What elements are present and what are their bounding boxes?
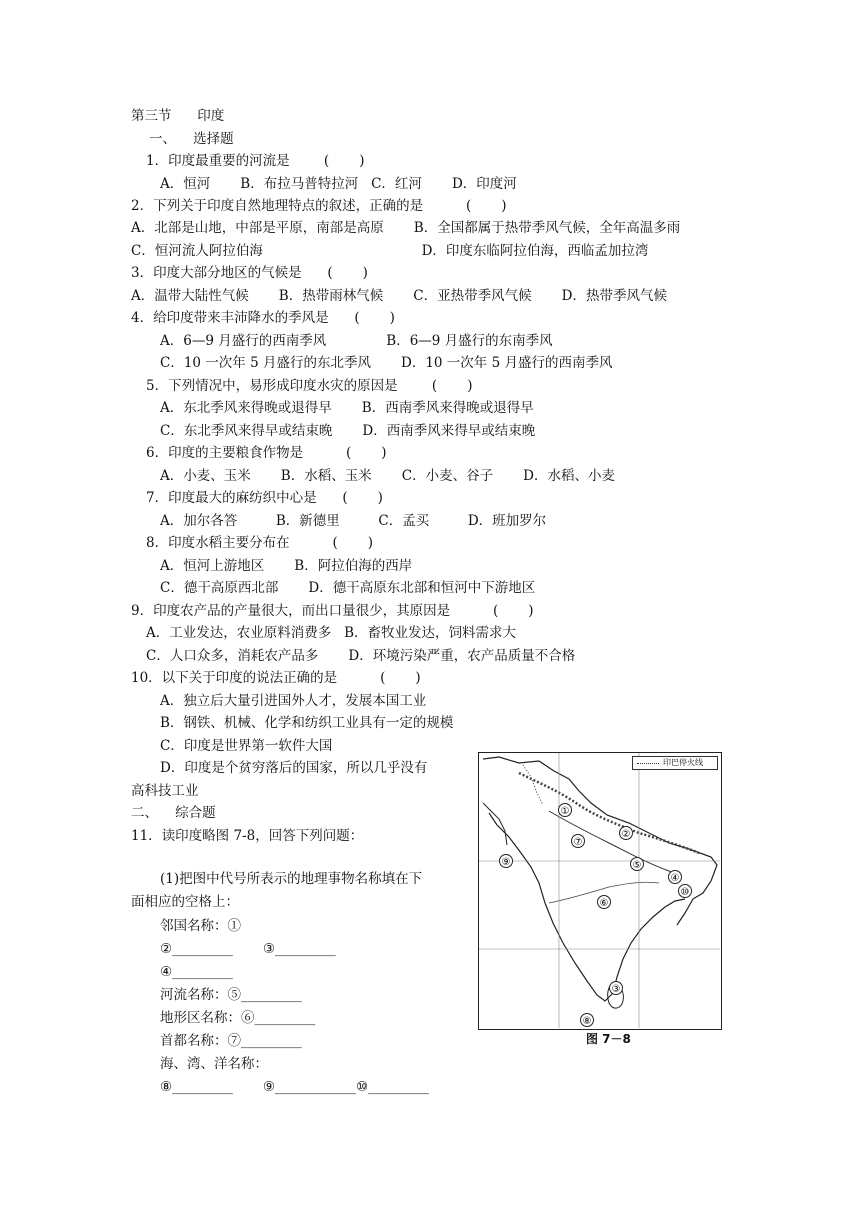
text-line: A．加尔各答 B．新德里 C．孟买 D．班加罗尔	[160, 513, 547, 529]
text-line: 6．印度的主要粮食作物是 ( )	[146, 445, 387, 461]
text-line: C．东北季风来得早或结束晚 D．西南季风来得早或结束晚	[160, 423, 536, 439]
svg-text:⑨: ⑨	[501, 857, 511, 868]
text-line: 二、 综合题	[131, 805, 216, 821]
svg-text:⑩: ⑩	[680, 887, 690, 898]
text-line: 2．下列关于印度自然地理特点的叙述，正确的是 ( )	[131, 198, 507, 214]
text-line: A．小麦、玉米 B．水稻、玉米 C．小麦、谷子 D．水稻、小麦	[160, 468, 615, 484]
himalaya-mountains	[519, 773, 699, 853]
text-line: D．印度是个贫穷落后的国家，所以几乎没有	[160, 760, 428, 776]
text-line: 邻国名称：①	[160, 918, 241, 934]
svg-text:⑧: ⑧	[582, 1016, 592, 1027]
india-coastline	[489, 813, 685, 1001]
svg-text:①: ①	[560, 806, 570, 817]
legend-label: 印巴停火线	[663, 758, 703, 767]
text-line: 一、 选择题	[149, 131, 234, 147]
text-line: A．恒河 B．布拉马普特拉河 C．红河 D．印度河	[160, 176, 517, 192]
map-legend	[632, 756, 718, 770]
text-line: 10．以下关于印度的说法正确的是 ( )	[131, 670, 421, 686]
text-line: A．恒河上游地区 B．阿拉伯海的西岸	[160, 558, 413, 574]
text-line: (1)把图中代号所表示的地理事物名称填在下	[160, 871, 423, 887]
text-line: C．印度是世界第一软件大国	[160, 738, 333, 754]
text-line: 高科技工业	[131, 783, 199, 799]
western-border	[483, 803, 507, 845]
figure-caption: 图 7－8	[586, 1032, 631, 1046]
text-line: 河流名称：⑤_________	[160, 987, 302, 1003]
text-line: 地形区名称：⑥_________	[160, 1010, 316, 1026]
map-marker-8	[581, 1014, 594, 1028]
svg-text:④: ④	[670, 873, 680, 884]
text-line: ④_________	[160, 964, 233, 980]
text-line: 11．读印度略图 7-8，回答下列问题：	[131, 828, 364, 844]
map-marker-4	[669, 871, 682, 885]
map-marker-6	[598, 896, 611, 910]
map-marker-2	[620, 827, 633, 841]
text-line: 首都名称：⑦_________	[160, 1033, 302, 1049]
map-marker-9	[500, 855, 513, 869]
text-line: C．恒河流人阿拉伯海 D．印度东临阿拉伯海，西临孟加拉湾	[131, 243, 649, 259]
text-line: A．6—9 月盛行的西南季风 B．6—9 月盛行的东南季风	[160, 333, 553, 349]
svg-text:⑥: ⑥	[599, 898, 609, 909]
map-marker-1	[559, 804, 572, 818]
text-line: A．东北季风来得晚或退得早 B．西南季风来得晚或退得早	[160, 400, 534, 416]
text-line: 8．印度水稻主要分布在 ( )	[146, 535, 374, 551]
svg-text:③: ③	[611, 984, 621, 995]
text-line: C．10 一次年 5 月盛行的东北季风 D．10 一次年 5 月盛行的西南季风	[160, 355, 613, 371]
svg-text:⑤: ⑤	[632, 860, 642, 871]
text-line: C．德干高原西北部 D．德干高原东北部和恒河中下游地区	[160, 580, 536, 596]
text-line: A．工业发达，农业原料消费多 B．畜牧业发达，饲料需求大	[146, 625, 517, 641]
map-marker-7	[572, 835, 585, 849]
map-marker-5	[631, 858, 644, 872]
text-line: C．人口众多，消耗农产品多 D．环境污染严重，农产品质量不合格	[146, 648, 576, 664]
text-line: A．独立后大量引进国外人才，发展本国工业	[160, 693, 427, 709]
text-line: 4．给印度带来丰沛降水的季风是 ( )	[131, 310, 395, 326]
india-map	[479, 753, 720, 1028]
ceasefire-line	[523, 765, 543, 805]
text-line: B．钢铁、机械、化学和纺织工业具有一定的规模	[160, 715, 454, 731]
text-line: 海、湾、洋名称：	[160, 1056, 268, 1072]
svg-text:⑦: ⑦	[573, 837, 583, 848]
svg-text:②: ②	[621, 829, 631, 840]
text-line: 3．印度大部分地区的气候是 ( )	[131, 265, 368, 281]
ganges-river	[549, 811, 677, 877]
text-line: 第三节 印度	[131, 108, 225, 124]
text-line: 7．印度最大的麻纺织中心是 ( )	[146, 490, 383, 506]
text-line: ⑧_________ ⑨____________⑩_________	[160, 1079, 429, 1095]
text-line: 9．印度农产品的产量很大，而出口量很少，其原因是 ( )	[131, 603, 534, 619]
india-map-figure	[478, 752, 722, 1030]
map-marker-10	[679, 885, 692, 899]
ceasefire-line-legend-icon	[637, 763, 659, 764]
text-line: A．北部是山地，中部是平原，南部是高原 B．全国都属于热带季风气候，全年高温多雨	[131, 220, 681, 236]
map-marker-3	[610, 982, 623, 996]
text-line: 5．下列情况中，易形成印度水灾的原因是 ( )	[146, 378, 473, 394]
text-line: 面相应的空格上：	[131, 894, 239, 910]
text-line: ②_________ ③_________	[160, 941, 336, 957]
text-line: A．温带大陆性气候 B．热带雨林气候 C．亚热带季风气候 D．热带季风气候	[131, 288, 667, 304]
text-line: 1．印度最重要的河流是 ( )	[146, 153, 365, 169]
